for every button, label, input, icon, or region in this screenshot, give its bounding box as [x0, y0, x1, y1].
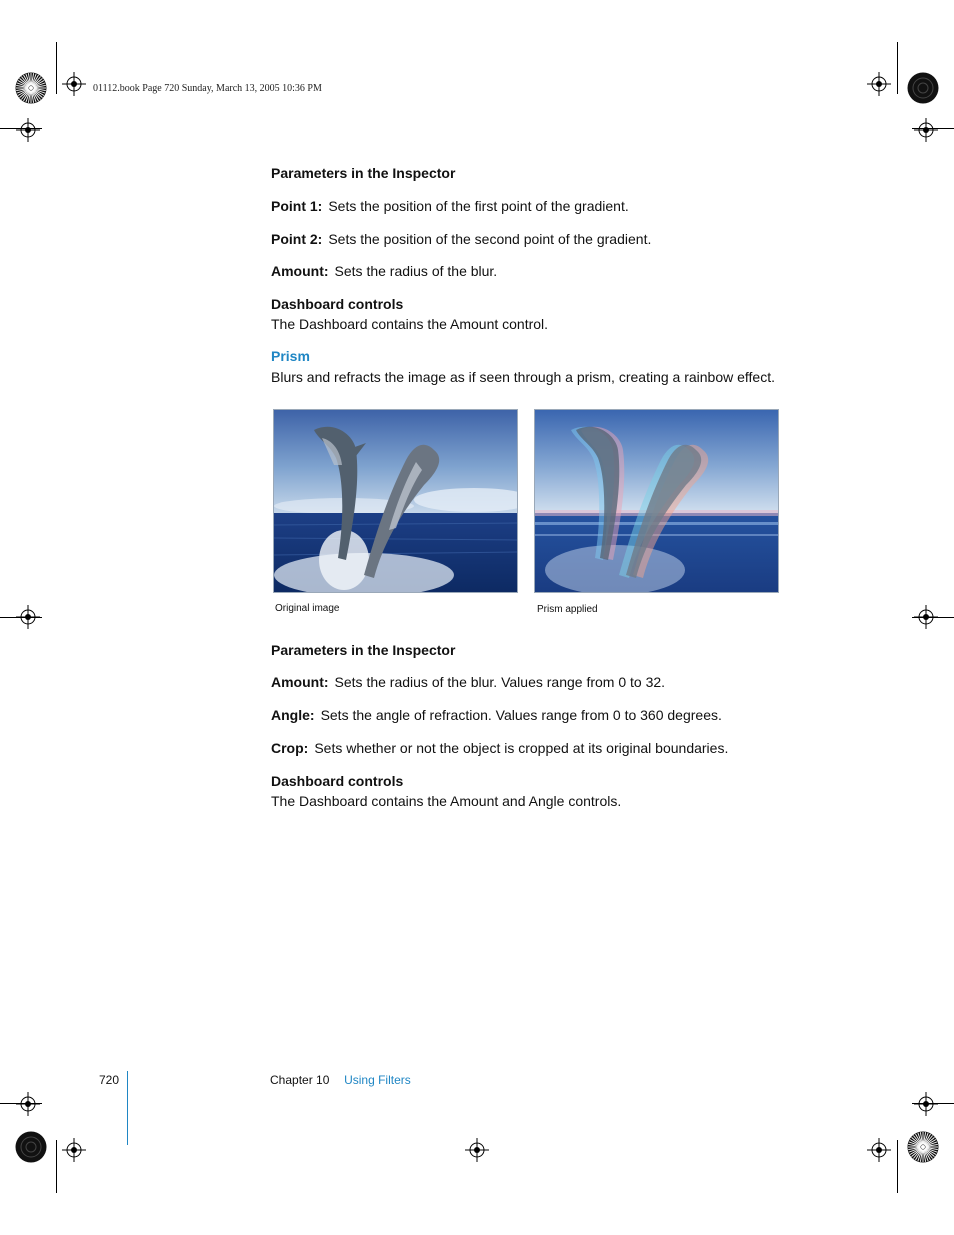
registration-mark-icon [914, 1092, 938, 1116]
original-image [273, 409, 518, 593]
param-item [271, 197, 629, 215]
param-item [271, 230, 651, 248]
chapter-title-link[interactable]: Using Filters [344, 1073, 411, 1087]
param-label: Angle: [271, 707, 315, 723]
dashboard-heading: Dashboard controls [271, 296, 404, 312]
registration-mark-icon [867, 72, 891, 96]
param-item [271, 706, 722, 724]
print-slug: 01112.book Page 720 Sunday, March 13, 2005 10:36 PM [93, 83, 322, 94]
param-item [271, 673, 665, 691]
registration-mark-icon [16, 605, 40, 629]
param-text: Sets the position of the first point of the gradient. [328, 198, 629, 214]
dashboard-heading: Dashboard controls [271, 773, 404, 789]
dashboard-text: The Dashboard contains the Amount and Angle controls. [271, 793, 622, 809]
param-text: Sets the radius of the blur. [334, 263, 498, 279]
image-caption: Prism applied [537, 604, 598, 615]
color-wheel-icon [907, 1131, 939, 1163]
crop-line [897, 42, 898, 94]
color-wheel-icon [907, 72, 939, 104]
page-number: 720 [99, 1073, 120, 1087]
chapter-label: Chapter 10 [270, 1073, 330, 1087]
param-text: Sets the angle of refraction. Values range from 0 to 360 degrees. [320, 707, 722, 723]
dashboard-text: The Dashboard contains the Amount control. [271, 316, 549, 332]
param-text: Sets the position of the second point of the gradient. [328, 231, 652, 247]
registration-mark-icon [867, 1138, 891, 1162]
registration-mark-icon [16, 118, 40, 142]
image-caption: Original image [275, 603, 340, 614]
color-wheel-icon [15, 1131, 47, 1163]
registration-mark-icon [465, 1138, 489, 1162]
param-label: Point 2: [271, 231, 323, 247]
crop-line [56, 1140, 57, 1193]
param-item [271, 262, 497, 280]
param-text: Sets the radius of the blur. Values range from 0 to 32. [334, 674, 666, 690]
crop-line [897, 1140, 898, 1193]
section-heading: Parameters in the Inspector [271, 642, 456, 658]
param-label: Amount: [271, 674, 329, 690]
param-item [271, 739, 728, 757]
color-wheel-icon [15, 72, 47, 104]
param-label: Crop: [271, 740, 309, 756]
prism-applied-image [534, 409, 779, 593]
registration-mark-icon [914, 605, 938, 629]
section-heading: Parameters in the Inspector [271, 165, 456, 181]
param-label: Point 1: [271, 198, 323, 214]
footer-rule [127, 1071, 128, 1145]
prism-description: Blurs and refracts the image as if seen through a prism, creating a rainbow effect. [271, 369, 775, 385]
registration-mark-icon [16, 1092, 40, 1116]
registration-mark-icon [62, 72, 86, 96]
registration-mark-icon [914, 118, 938, 142]
footer-chapter [270, 1073, 411, 1087]
param-label: Amount: [271, 263, 329, 279]
registration-mark-icon [62, 1138, 86, 1162]
crop-line [56, 42, 57, 94]
param-text: Sets whether or not the object is cropped at its original boundaries. [314, 740, 729, 756]
prism-title: Prism [271, 348, 310, 364]
